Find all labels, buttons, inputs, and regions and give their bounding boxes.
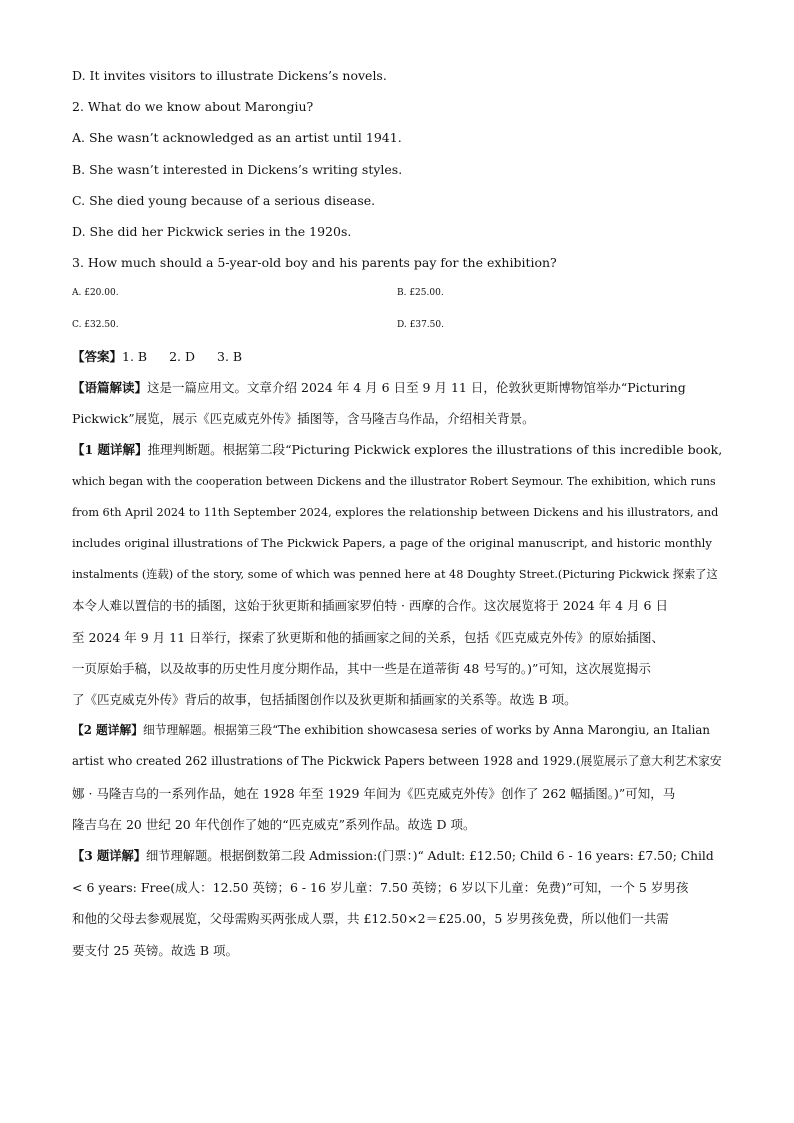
detail2-line-1: 【2 题详解】细节理解题。根据第三段“The exhibition showcasesa series of works by Anna Marongiu, an Italian (72, 723, 710, 738)
q3-stem: 3. How much should a 5-year-old boy and his parents pay for the exhibition? (72, 255, 557, 271)
answer-line (72, 341, 722, 372)
answer-2: 2. D (169, 348, 196, 364)
detail2-line-2: artist who created 262 illustrations of The Pickwick Papers between 1928 and 1929.(展览展示了意大利艺术家安 (72, 754, 722, 769)
q2-stem: 2. What do we know about Marongiu? (72, 99, 314, 115)
detail3-line-1: 【3 题详解】细节理解题。根据倒数第二段 Admission:(门票：)“ Adult: £12.50; Child 6 - 16 years: £7.50; Child (72, 848, 714, 864)
detail1-line-3: from 6th April 2024 to 11th September 2024, explores the relationship between Dickens and his illustrators, and (72, 505, 719, 519)
detail3-line-2: < 6 years: Free(成人：12.50 英镑；6 - 16 岁儿童：7.50 英镑；6 岁以下儿童：免费)”可知，一个 5 岁男孩 (72, 880, 689, 896)
detail1-line-2: which began with the cooperation between Dickens and the illustrator Robert Seymour. The exhibition, which runs (72, 474, 716, 488)
detail3-line-3: 和他的父母去参观展览，父母需购买两张成人票，共 £12.50×2＝£25.00，5 岁男孩免费，所以他们一共需 (72, 911, 669, 927)
q3-option-d: D. £37.50. (397, 319, 444, 330)
q3-option-c: C. £32.50. (72, 319, 119, 330)
document-page (72, 60, 722, 966)
q2-option-b: B. She wasn’t interested in Dickens’s writing styles. (72, 161, 403, 177)
q3-option-a: A. £20.00. (72, 288, 119, 299)
detail2-line-4: 隆吉乌在 20 世纪 20 年代创作了她的“匹克威克”系列作品。故选 D 项。 (72, 816, 476, 832)
detail1-line-8: 一页原始手稿，以及故事的历史性月度分期作品，其中一些是在道蒂街 48 号写的。)”可知，这次展览揭示 (72, 660, 651, 676)
detail1-line-1: 【1 题详解】推理判断题。根据第二段“Picturing Pickwick explores the illustrations of this incredible book, (72, 442, 723, 458)
answer-3: 3. B (217, 348, 243, 364)
detail1-line-4: includes original illustrations of The Pickwick Papers, a page of the original manuscript, and historic monthly (72, 536, 712, 551)
q2-option-d: D. She did her Pickwick series in the 1920s. (72, 224, 352, 240)
q1-option-d: D. It invites visitors to illustrate Dickens’s novels. (72, 68, 387, 83)
answer-heading: 【答案】 (72, 348, 123, 364)
detail1-line-7: 至 2024 年 9 月 11 日举行，探索了狄更斯和他的插画家之间的关系，包括《匹克威克外传》的原始插图、 (72, 629, 665, 645)
q2-option-c: C. She died young because of a serious disease. (72, 192, 376, 208)
detail3-line-4: 要支付 25 英镑。故选 B 项。 (72, 942, 238, 958)
intro-line-1: 【语篇解读】这是一篇应用文。文章介绍 2024 年 4 月 6 日至 9 月 11 日，伦敦狄更斯博物馆举办“Picturing (72, 380, 686, 396)
q3-option-b: B. £25.00. (397, 288, 444, 299)
detail2-heading: 【2 题详解】 (72, 723, 144, 738)
detail1-line-9: 了《匹克威克外传》背后的故事，包括插图创作以及狄更斯和插画家的关系等。故选 B 项。 (72, 692, 577, 708)
q3-options-row-2 (72, 310, 722, 341)
detail1-line-6: 本令人难以置信的书的插图，这始于狄更斯和插画家罗伯特 · 西摩的合作。这次展览将于 2024 年 4 月 6 日 (72, 598, 668, 614)
q2-option-a: A. She wasn’t acknowledged as an artist until 1941. (72, 130, 402, 146)
intro-heading: 【语篇解读】 (72, 380, 148, 396)
q3-options-row-1 (72, 278, 722, 309)
detail2-line-3: 娜 · 马隆吉乌的一系列作品，她在 1928 年至 1929 年间为《匹克威克外传》创作了 262 幅插图。)”可知，马 (72, 785, 676, 801)
detail1-line-5: instalments (连载) of the story, some of which was penned here at 48 Doughty Street.(Picturing Pickwick 探索了这 (72, 568, 718, 582)
answer-1: 1. B (122, 348, 148, 364)
intro-line-2: Pickwick”展览，展示《匹克威克外传》插图等，含马隆吉乌作品，介绍相关背景。 (72, 411, 535, 427)
detail1-heading: 【1 题详解】 (72, 442, 148, 458)
detail3-heading: 【3 题详解】 (72, 848, 147, 864)
